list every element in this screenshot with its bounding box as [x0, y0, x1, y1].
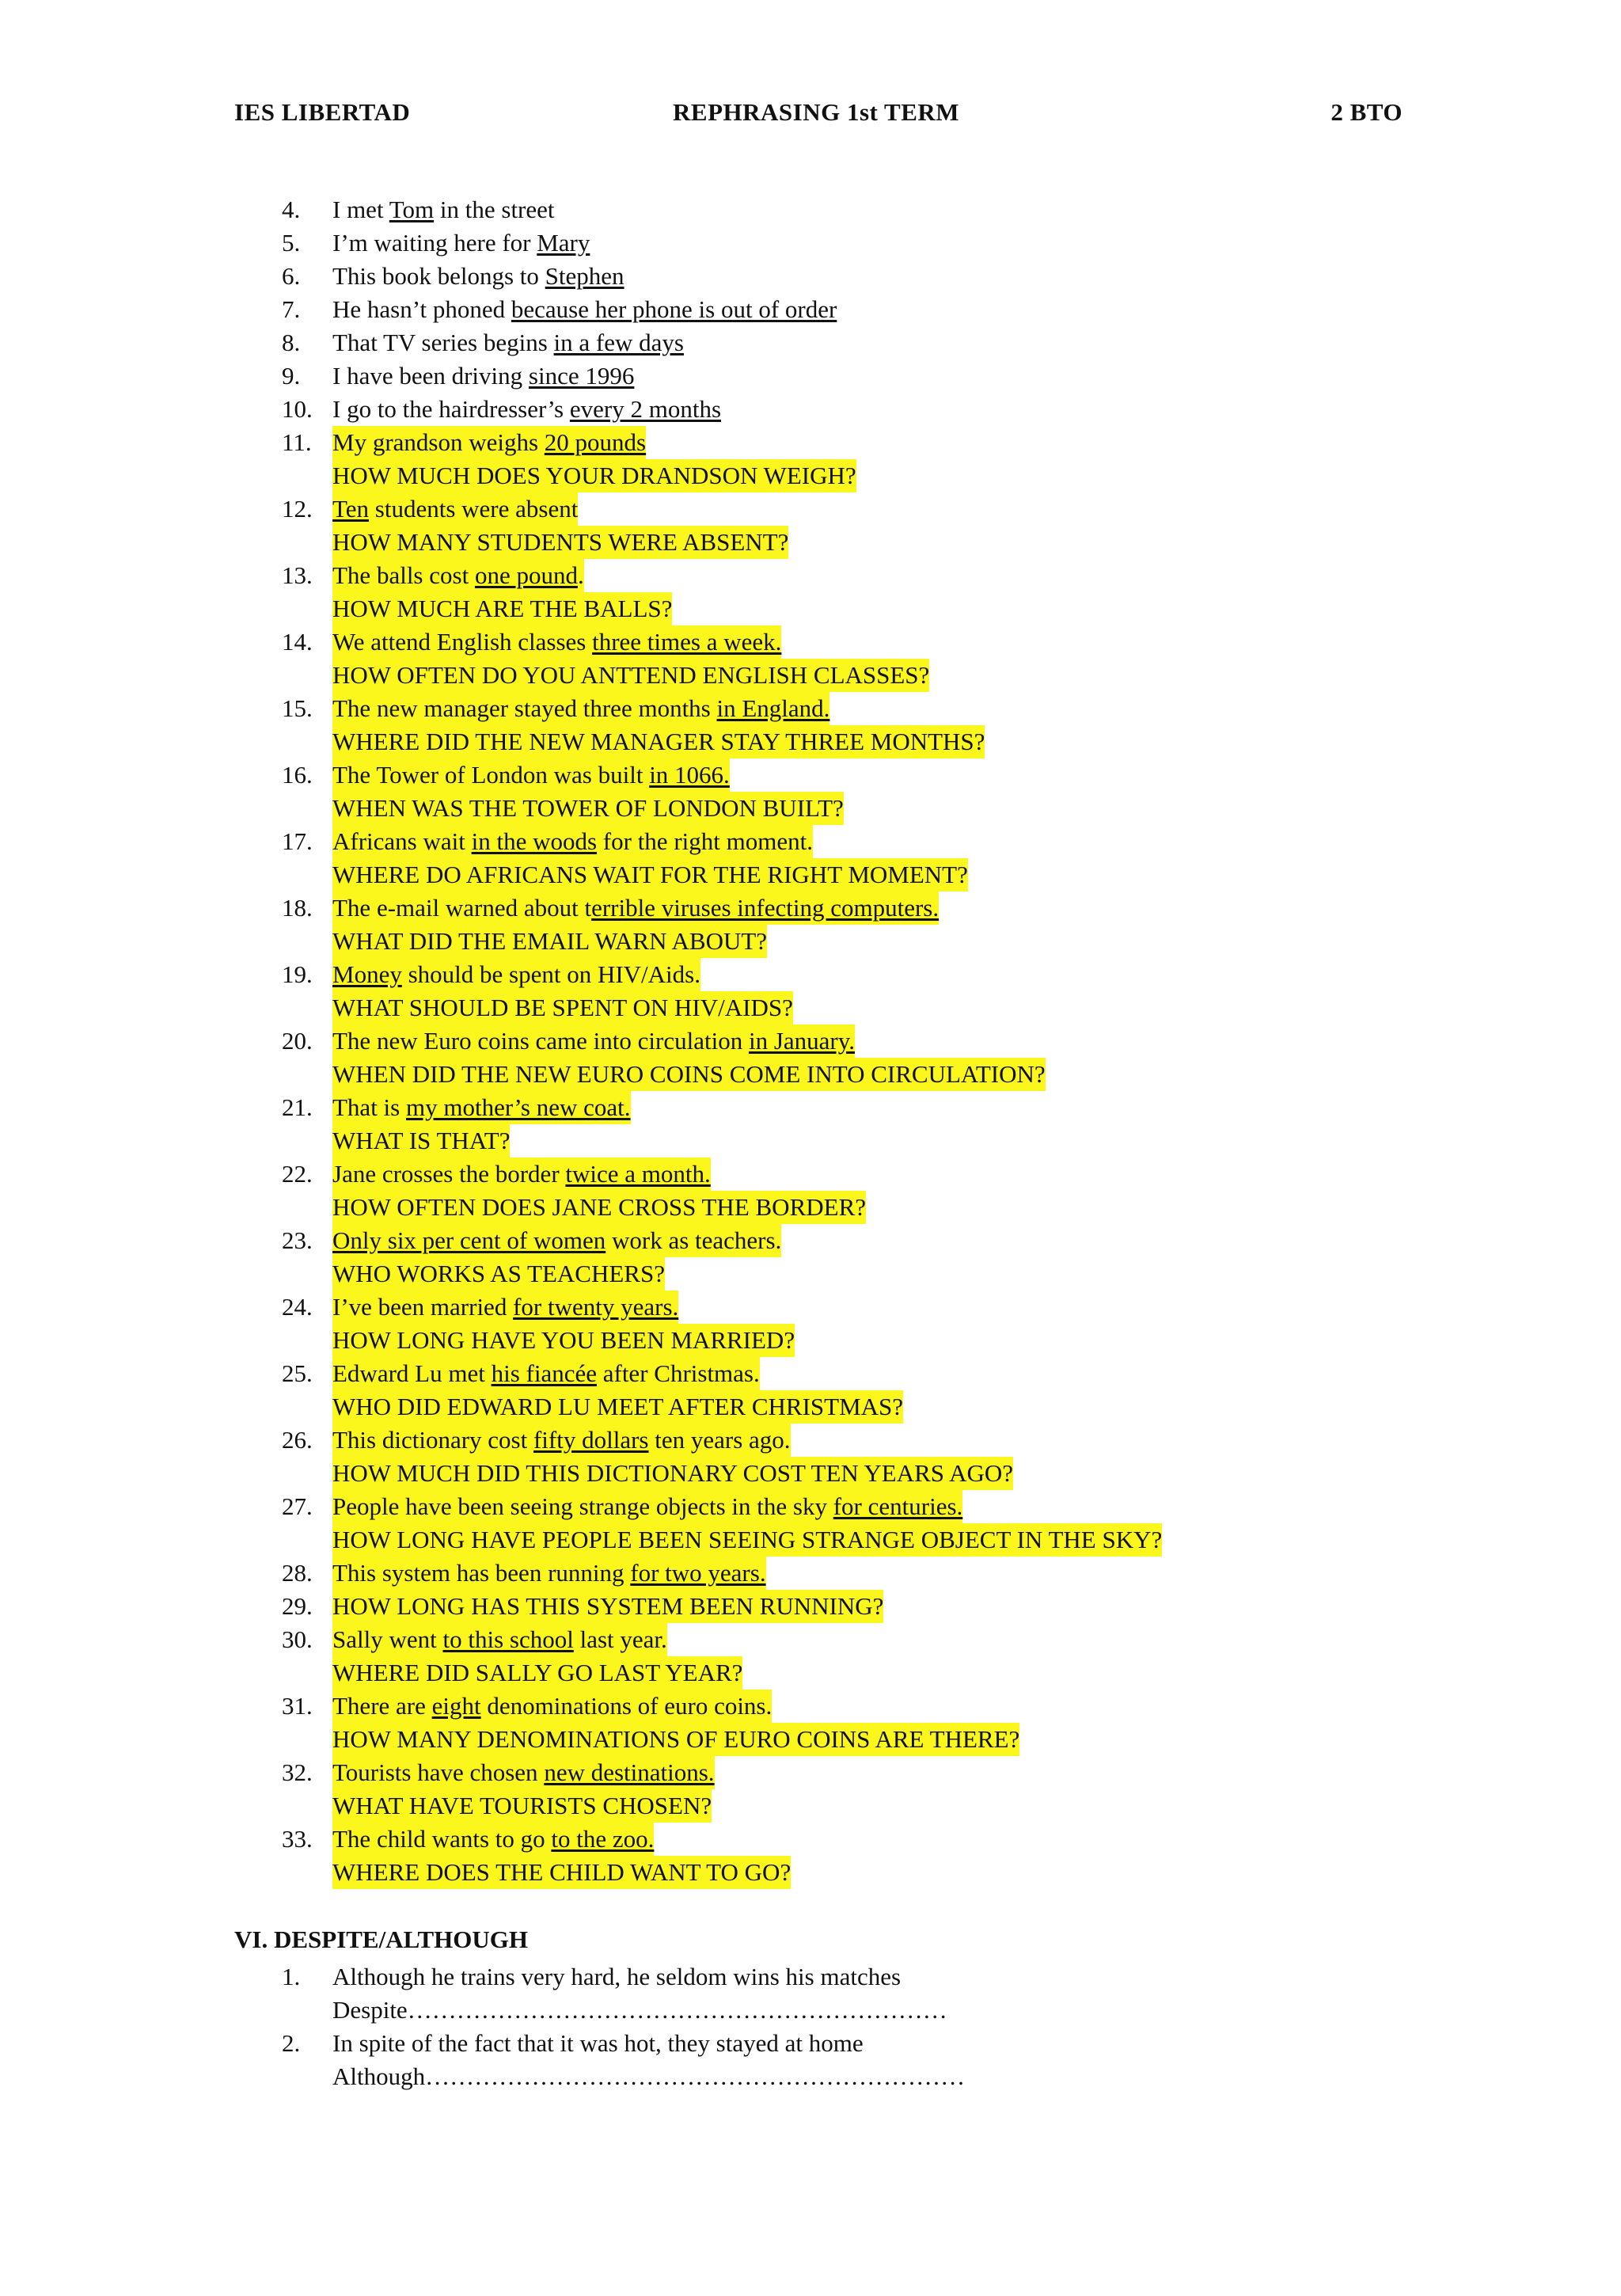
underlined-phrase: in January.	[748, 1027, 855, 1055]
item-text	[332, 1291, 678, 1324]
list-item-answer	[282, 792, 1548, 825]
item-number: 14.	[282, 628, 313, 656]
item-text	[332, 1523, 1162, 1557]
underlined-phrase: twice a month.	[565, 1160, 711, 1188]
item-text	[332, 1789, 712, 1823]
text-segment: There are	[332, 1692, 432, 1720]
text-segment: WHERE DID SALLY GO LAST YEAR?	[332, 1659, 743, 1686]
item-number: 16.	[282, 761, 313, 789]
underlined-phrase: Only six per cent of women	[332, 1226, 606, 1254]
list-item	[282, 1823, 1548, 1856]
text-segment: That TV series begins	[332, 329, 554, 356]
underlined-phrase: for twenty years.	[513, 1293, 679, 1321]
item-number: 7.	[282, 295, 301, 323]
item-text	[332, 625, 781, 659]
text-segment: In spite of the fact that it was hot, they stayed at home	[332, 2029, 864, 2057]
text-segment: Jane crosses the border	[332, 1160, 566, 1188]
text-segment: ten years ago.	[648, 1426, 791, 1454]
list-item-answer	[282, 1058, 1548, 1091]
item-text	[332, 226, 590, 260]
list-item-answer	[282, 1856, 1548, 1889]
item-number: 29.	[282, 1592, 313, 1620]
text-segment: WHO WORKS AS TEACHERS?	[332, 1260, 665, 1287]
text-segment: Africans wait	[332, 827, 472, 855]
item-text	[332, 1024, 855, 1058]
text-segment: Edward Lu met	[332, 1359, 492, 1387]
item-text	[332, 1257, 665, 1291]
item-text	[332, 1324, 795, 1357]
list-item-answer	[282, 1257, 1548, 1291]
list-item-answer	[282, 925, 1548, 958]
list-item	[282, 426, 1548, 459]
item-text	[332, 1590, 883, 1623]
text-segment: The new manager stayed three months	[332, 694, 717, 722]
list-item-answer	[282, 725, 1548, 758]
text-segment: WHEN DID THE NEW EURO COINS COME INTO CIRCULATION?	[332, 1060, 1046, 1088]
item-text	[332, 293, 837, 326]
underlined-phrase: his fiancée	[491, 1359, 597, 1387]
item-text	[332, 1457, 1013, 1490]
item-text	[332, 426, 646, 459]
text-segment: That is	[332, 1093, 406, 1121]
text-segment: after Christmas.	[596, 1359, 760, 1387]
list-item-answer	[282, 526, 1548, 559]
underlined-phrase: fifty dollars	[533, 1426, 649, 1454]
list-item-answer	[282, 1523, 1548, 1557]
text-segment: HOW OFTEN DOES JANE CROSS THE BORDER?	[332, 1193, 867, 1221]
text-segment: Despite…………………………………………………………	[332, 1996, 947, 2024]
item-text	[332, 891, 939, 925]
underlined-phrase: in England.	[716, 694, 830, 722]
list-item	[282, 1756, 1548, 1789]
underlined-phrase: Ten	[332, 495, 370, 523]
item-text	[332, 492, 578, 526]
text-segment: for the right moment.	[597, 827, 813, 855]
list-item-answer	[282, 1994, 1548, 2027]
item-text	[332, 659, 929, 692]
text-segment: WHAT IS THAT?	[332, 1127, 511, 1154]
underlined-phrase: my mother’s new coat.	[406, 1093, 631, 1121]
list-item	[282, 1490, 1548, 1523]
list-item	[282, 1024, 1548, 1058]
underlined-phrase: for two years.	[630, 1559, 766, 1587]
underlined-phrase: Mary	[537, 229, 590, 257]
text-segment: We attend English classes	[332, 628, 593, 656]
list-item	[282, 692, 1548, 725]
text-segment: HOW MUCH DID THIS DICTIONARY COST TEN YEARS AGO?	[332, 1459, 1013, 1487]
list-item	[282, 1224, 1548, 1257]
text-segment: I met	[332, 196, 389, 223]
text-segment: WHEN WAS THE TOWER OF LONDON BUILT?	[332, 794, 844, 822]
underlined-phrase: eight	[431, 1692, 481, 1720]
text-segment: WHERE DOES THE CHILD WANT TO GO?	[332, 1858, 792, 1886]
item-text	[332, 1823, 654, 1856]
text-segment: HOW MANY STUDENTS WERE ABSENT?	[332, 528, 789, 556]
text-segment: I’ve been married	[332, 1293, 514, 1321]
text-segment: The new Euro coins came into circulation	[332, 1027, 749, 1055]
list-item	[282, 293, 1548, 326]
text-segment: My grandson weighs	[332, 428, 545, 456]
text-segment: in the street	[434, 196, 555, 223]
underlined-phrase: to this school	[442, 1625, 574, 1653]
text-segment: HOW OFTEN DO YOU ANTTEND ENGLISH CLASSES?	[332, 661, 930, 689]
list-item-answer	[282, 659, 1548, 692]
item-text	[332, 326, 684, 359]
list-item	[282, 559, 1548, 592]
header-course: 2 BTO	[1331, 98, 1403, 126]
text-segment: WHAT DID THE EMAIL WARN ABOUT?	[332, 927, 768, 955]
text-segment: This dictionary cost	[332, 1426, 533, 1454]
text-segment: The Tower of London was built	[332, 761, 650, 789]
item-number: 23.	[282, 1226, 313, 1254]
list-item-answer	[282, 1457, 1548, 1490]
item-number: 5.	[282, 229, 301, 257]
list-item-answer	[282, 459, 1548, 492]
item-text	[332, 1490, 962, 1523]
list-item	[282, 625, 1548, 659]
item-text	[332, 725, 985, 758]
underlined-phrase: in a few days	[553, 329, 684, 356]
item-text	[332, 1424, 791, 1457]
item-number: 10.	[282, 395, 313, 423]
list-item-answer	[282, 858, 1548, 891]
underlined-phrase: every 2 months	[569, 395, 722, 423]
item-text	[332, 359, 634, 393]
header-title: REPHRASING 1st TERM	[673, 98, 960, 126]
item-number: 2.	[282, 2029, 301, 2057]
list-item-answer	[282, 1124, 1548, 1158]
item-number: 13.	[282, 561, 313, 589]
item-text	[332, 526, 788, 559]
item-number: 27.	[282, 1492, 313, 1520]
text-segment: He hasn’t phoned	[332, 295, 511, 323]
text-segment: HOW LONG HAVE PEOPLE BEEN SEEING STRANGE OBJECT IN THE SKY?	[332, 1526, 1163, 1553]
text-segment: I go to the hairdresser’s	[332, 395, 570, 423]
list-item	[282, 1424, 1548, 1457]
item-number: 15.	[282, 694, 313, 722]
item-text	[332, 1623, 667, 1656]
text-segment: Although…………………………………………………………	[332, 2062, 966, 2090]
text-segment: WHERE DID THE NEW MANAGER STAY THREE MONTHS?	[332, 728, 985, 755]
item-number: 28.	[282, 1559, 313, 1587]
text-segment: WHERE DO AFRICANS WAIT FOR THE RIGHT MOMENT?	[332, 861, 968, 888]
item-text	[332, 559, 584, 592]
underlined-phrase: 20 pounds	[544, 428, 647, 456]
section-title: VI. DESPITE/ALTHOUGH	[234, 1925, 528, 1953]
item-number: 30.	[282, 1625, 313, 1653]
text-segment: HOW LONG HAVE YOU BEEN MARRIED?	[332, 1326, 795, 1354]
text-segment: HOW MUCH ARE THE BALLS?	[332, 595, 673, 622]
item-number: 4.	[282, 196, 301, 223]
list-item	[282, 891, 1548, 925]
text-segment: students were absent	[369, 495, 579, 523]
list-item	[282, 825, 1548, 858]
item-text	[332, 1960, 901, 1994]
list-item	[282, 1590, 1548, 1623]
list-item	[282, 758, 1548, 792]
text-segment: Tourists have chosen	[332, 1758, 545, 1786]
text-segment: Although he trains very hard, he seldom wins his matches	[332, 1963, 902, 1990]
item-number: 33.	[282, 1825, 313, 1853]
item-number: 25.	[282, 1359, 313, 1387]
list-item-answer	[282, 1789, 1548, 1823]
item-text	[332, 1158, 711, 1191]
text-segment: WHAT HAVE TOURISTS CHOSEN?	[332, 1792, 712, 1819]
item-number: 20.	[282, 1027, 313, 1055]
underlined-phrase: three times a week.	[592, 628, 782, 656]
item-text	[332, 958, 700, 991]
underlined-phrase: Tom	[389, 196, 435, 223]
text-segment: The e-mail warned about t	[332, 894, 592, 922]
item-number: 21.	[282, 1093, 313, 1121]
text-segment: WHAT SHOULD BE SPENT ON HIV/AIDS?	[332, 994, 793, 1021]
item-text	[332, 925, 767, 958]
text-segment: This system has been running	[332, 1559, 631, 1587]
list-item	[282, 1690, 1548, 1723]
list-item	[282, 958, 1548, 991]
item-number: 31.	[282, 1692, 313, 1720]
list-item	[282, 492, 1548, 526]
item-number: 12.	[282, 495, 313, 523]
rephrasing-list	[282, 193, 1548, 1889]
list-item-answer	[282, 1656, 1548, 1690]
item-number: 24.	[282, 1293, 313, 1321]
item-text	[332, 393, 721, 426]
text-segment: HOW MANY DENOMINATIONS OF EURO COINS ARE THERE?	[332, 1725, 1020, 1753]
text-segment: The balls cost	[332, 561, 475, 589]
item-text	[332, 1058, 1046, 1091]
underlined-phrase: because her phone is out of order	[511, 295, 837, 323]
text-segment: People have been seeing strange objects in the sky	[332, 1492, 833, 1520]
list-item	[282, 260, 1548, 293]
item-text	[332, 1224, 781, 1257]
item-text	[332, 1656, 742, 1690]
list-item-answer	[282, 1723, 1548, 1756]
item-text	[332, 1357, 760, 1390]
list-item	[282, 1960, 1548, 1994]
item-number: 8.	[282, 329, 301, 356]
list-item	[282, 1357, 1548, 1390]
item-text	[332, 1723, 1019, 1756]
list-item-answer	[282, 991, 1548, 1024]
item-number: 9.	[282, 362, 301, 390]
item-text	[332, 991, 793, 1024]
item-text	[332, 692, 829, 725]
item-number: 17.	[282, 827, 313, 855]
text-segment: WHO DID EDWARD LU MEET AFTER CHRISTMAS?	[332, 1393, 904, 1420]
item-text	[332, 1557, 766, 1590]
underlined-phrase: in the woods	[471, 827, 598, 855]
item-number: 18.	[282, 894, 313, 922]
item-text	[332, 1191, 866, 1224]
list-item	[282, 1623, 1548, 1656]
text-segment: HOW LONG HAS THIS SYSTEM BEEN RUNNING?	[332, 1592, 884, 1620]
text-segment: denominations of euro coins.	[480, 1692, 773, 1720]
item-text	[332, 1856, 791, 1889]
underlined-phrase: Money	[332, 960, 402, 988]
item-text	[332, 260, 624, 293]
item-number: 11.	[282, 428, 312, 456]
item-number: 6.	[282, 262, 301, 290]
underlined-phrase: since 1996	[528, 362, 635, 390]
item-text	[332, 1994, 947, 2027]
underlined-phrase: in 1066.	[649, 761, 730, 789]
item-text	[332, 1390, 903, 1424]
text-segment: This book belongs to	[332, 262, 545, 290]
list-item	[282, 1091, 1548, 1124]
text-segment: I’m waiting here for	[332, 229, 537, 257]
item-text	[332, 1690, 772, 1723]
text-segment: work as teachers.	[606, 1226, 782, 1254]
item-number: 1.	[282, 1963, 301, 1990]
item-text	[332, 193, 555, 226]
item-text	[332, 758, 730, 792]
item-number: 22.	[282, 1160, 313, 1188]
list-item-answer	[282, 1390, 1548, 1424]
list-item-answer	[282, 1324, 1548, 1357]
underlined-phrase: Stephen	[545, 262, 624, 290]
list-item	[282, 1291, 1548, 1324]
list-item	[282, 393, 1548, 426]
list-item	[282, 1158, 1548, 1191]
underlined-phrase: errible viruses infecting computers.	[591, 894, 940, 922]
item-text	[332, 792, 844, 825]
text-segment: should be spent on HIV/Aids.	[401, 960, 700, 988]
item-number: 19.	[282, 960, 313, 988]
item-text	[332, 1091, 631, 1124]
underlined-phrase: one pound	[474, 561, 578, 589]
despite-although-list	[282, 1960, 1548, 2093]
item-number: 26.	[282, 1426, 313, 1454]
text-segment: The child wants to go	[332, 1825, 552, 1853]
header-school: IES LIBERTAD	[234, 98, 411, 126]
text-segment: I have been driving	[332, 362, 529, 390]
text-segment: Sally went	[332, 1625, 443, 1653]
item-text	[332, 825, 813, 858]
list-item	[282, 359, 1548, 393]
list-item-answer	[282, 2060, 1548, 2093]
text-segment: .	[577, 561, 584, 589]
text-segment: HOW MUCH DOES YOUR DRANDSON WEIGH?	[332, 462, 856, 489]
list-item	[282, 226, 1548, 260]
item-text	[332, 2060, 965, 2093]
list-item	[282, 326, 1548, 359]
list-item	[282, 2027, 1548, 2060]
item-text	[332, 858, 968, 891]
item-number: 32.	[282, 1758, 313, 1786]
underlined-phrase: new destinations.	[544, 1758, 715, 1786]
list-item	[282, 1557, 1548, 1590]
list-item	[282, 193, 1548, 226]
list-item-answer	[282, 592, 1548, 625]
item-text	[332, 1124, 510, 1158]
item-text	[332, 592, 672, 625]
list-item-answer	[282, 1191, 1548, 1224]
item-text	[332, 459, 856, 492]
text-segment: last year.	[573, 1625, 667, 1653]
underlined-phrase: to the zoo.	[551, 1825, 655, 1853]
item-text	[332, 2027, 864, 2060]
item-text	[332, 1756, 715, 1789]
underlined-phrase: for centuries.	[833, 1492, 963, 1520]
